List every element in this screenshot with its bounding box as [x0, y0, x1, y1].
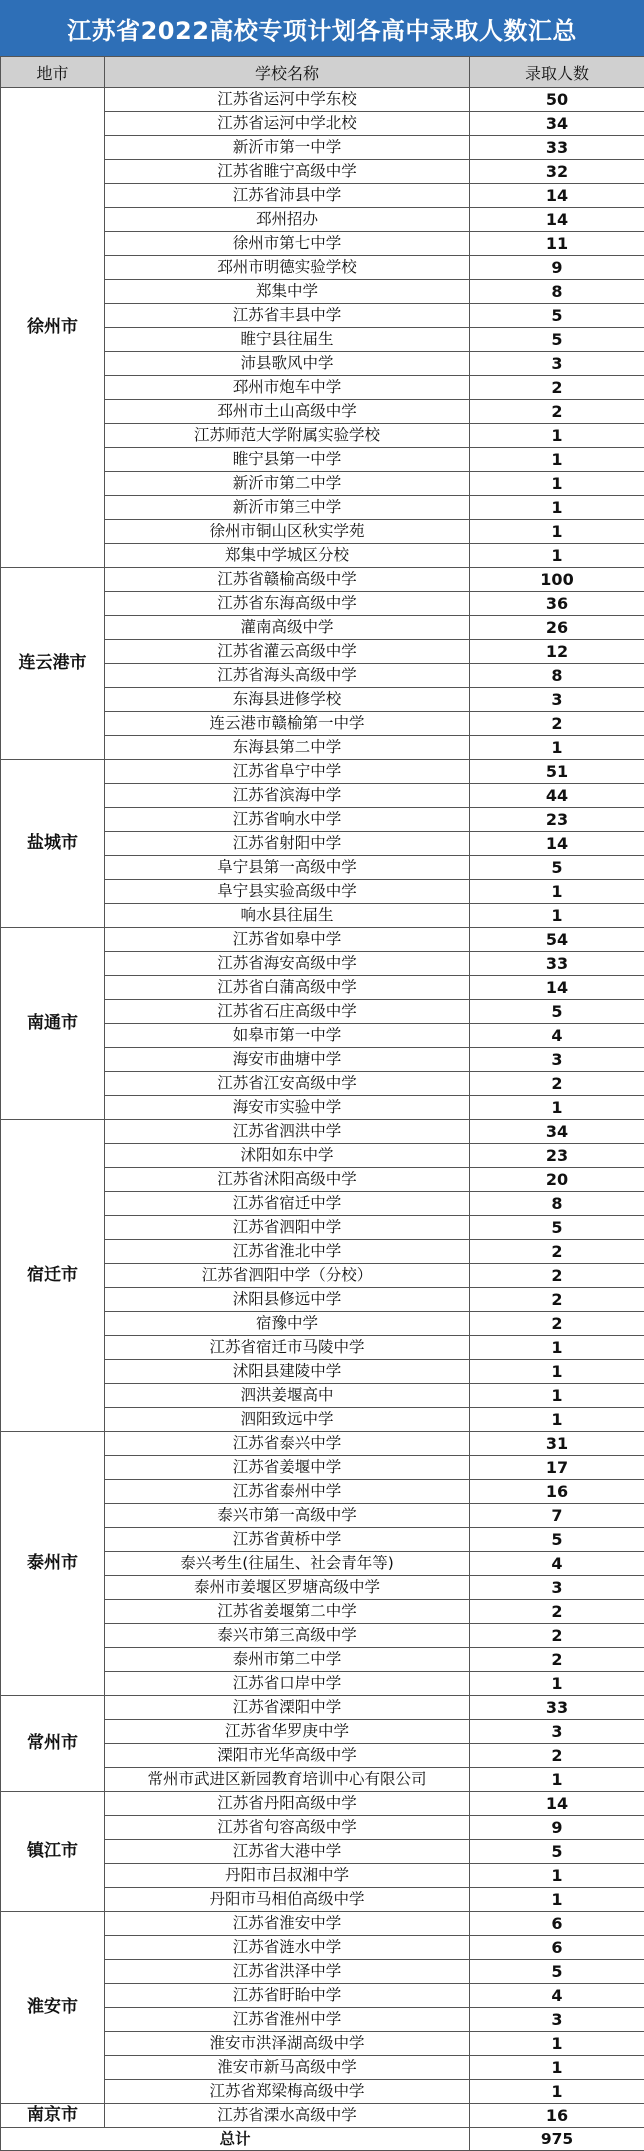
- school-cell: 丹阳市吕叔湘中学: [105, 1864, 470, 1888]
- count-cell: 3: [470, 1576, 644, 1600]
- school-cell: 江苏省阜宁中学: [105, 760, 470, 784]
- school-cell: 溧阳市光华高级中学: [105, 1744, 470, 1768]
- city-cell: 连云港市: [1, 568, 105, 760]
- school-cell: 沭阳县修远中学: [105, 1288, 470, 1312]
- count-cell: 33: [470, 952, 644, 976]
- school-cell: 新沂市第二中学: [105, 472, 470, 496]
- count-cell: 26: [470, 616, 644, 640]
- count-cell: 8: [470, 280, 644, 304]
- count-cell: 2: [470, 376, 644, 400]
- header-row: [1, 57, 644, 88]
- school-cell: 江苏省如皋中学: [105, 928, 470, 952]
- count-cell: 1: [470, 544, 644, 568]
- school-cell: 泰兴市第一高级中学: [105, 1504, 470, 1528]
- table-row: [1, 1792, 644, 1816]
- count-cell: 3: [470, 1048, 644, 1072]
- count-cell: 1: [470, 472, 644, 496]
- table-row: [1, 760, 644, 784]
- school-cell: 响水县往届生: [105, 904, 470, 928]
- header-school: 学校名称: [105, 57, 470, 88]
- count-cell: 50: [470, 88, 644, 112]
- count-cell: 4: [470, 1552, 644, 1576]
- school-cell: 徐州市第七中学: [105, 232, 470, 256]
- school-cell: 江苏省华罗庚中学: [105, 1720, 470, 1744]
- school-cell: 江苏省睢宁高级中学: [105, 160, 470, 184]
- school-cell: 江苏省口岸中学: [105, 1672, 470, 1696]
- school-cell: 江苏省淮安中学: [105, 1912, 470, 1936]
- school-cell: 江苏省运河中学北校: [105, 112, 470, 136]
- count-cell: 3: [470, 352, 644, 376]
- count-cell: 5: [470, 1000, 644, 1024]
- city-cell: 镇江市: [1, 1792, 105, 1912]
- school-cell: 睢宁县第一中学: [105, 448, 470, 472]
- count-cell: 4: [470, 1024, 644, 1048]
- count-cell: 33: [470, 1696, 644, 1720]
- school-cell: 沛县歌风中学: [105, 352, 470, 376]
- city-cell: 常州市: [1, 1696, 105, 1792]
- count-cell: 16: [470, 1480, 644, 1504]
- city-cell: 盐城市: [1, 760, 105, 928]
- count-cell: 6: [470, 1912, 644, 1936]
- count-cell: 11: [470, 232, 644, 256]
- count-cell: 5: [470, 1960, 644, 1984]
- school-cell: 邳州市明德实验学校: [105, 256, 470, 280]
- school-cell: 邳州市土山高级中学: [105, 400, 470, 424]
- count-cell: 20: [470, 1168, 644, 1192]
- city-cell: 宿迁市: [1, 1120, 105, 1432]
- school-cell: 江苏省句容高级中学: [105, 1816, 470, 1840]
- school-cell: 泰兴考生(往届生、社会青年等): [105, 1552, 470, 1576]
- count-cell: 1: [470, 736, 644, 760]
- table-row: [1, 928, 644, 952]
- school-cell: 江苏省东海高级中学: [105, 592, 470, 616]
- count-cell: 2: [470, 400, 644, 424]
- count-cell: 8: [470, 664, 644, 688]
- school-cell: 淮安市新马高级中学: [105, 2056, 470, 2080]
- table-body: [1, 88, 644, 2151]
- school-cell: 新沂市第三中学: [105, 496, 470, 520]
- city-cell: 泰州市: [1, 1432, 105, 1696]
- school-cell: 江苏省运河中学东校: [105, 88, 470, 112]
- count-cell: 33: [470, 136, 644, 160]
- count-cell: 5: [470, 1840, 644, 1864]
- school-cell: 江苏省沭阳高级中学: [105, 1168, 470, 1192]
- count-cell: 1: [470, 1864, 644, 1888]
- school-cell: 如皋市第一中学: [105, 1024, 470, 1048]
- count-cell: 14: [470, 208, 644, 232]
- count-cell: 2: [470, 1624, 644, 1648]
- count-cell: 1: [470, 496, 644, 520]
- city-cell: 淮安市: [1, 1912, 105, 2104]
- school-cell: 江苏省泗阳中学: [105, 1216, 470, 1240]
- total-count: 975: [470, 2128, 644, 2151]
- table-row: [1, 1696, 644, 1720]
- school-cell: 连云港市赣榆第一中学: [105, 712, 470, 736]
- count-cell: 2: [470, 1744, 644, 1768]
- count-cell: 54: [470, 928, 644, 952]
- school-cell: 江苏省洪泽中学: [105, 1960, 470, 1984]
- school-cell: 江苏省海安高级中学: [105, 952, 470, 976]
- school-cell: 江苏省盱眙中学: [105, 1984, 470, 2008]
- school-cell: 东海县第二中学: [105, 736, 470, 760]
- city-cell: 南通市: [1, 928, 105, 1120]
- count-cell: 2: [470, 1264, 644, 1288]
- header-city: 地市: [1, 57, 105, 88]
- school-cell: 阜宁县第一高级中学: [105, 856, 470, 880]
- count-cell: 14: [470, 832, 644, 856]
- school-cell: 江苏省淮州中学: [105, 2008, 470, 2032]
- school-cell: 江苏省白蒲高级中学: [105, 976, 470, 1000]
- school-cell: 淮安市洪泽湖高级中学: [105, 2032, 470, 2056]
- count-cell: 1: [470, 2080, 644, 2104]
- school-cell: 江苏省姜堰中学: [105, 1456, 470, 1480]
- count-cell: 9: [470, 256, 644, 280]
- school-cell: 江苏省淮北中学: [105, 1240, 470, 1264]
- count-cell: 32: [470, 160, 644, 184]
- city-cell: 徐州市: [1, 88, 105, 568]
- count-cell: 1: [470, 1384, 644, 1408]
- school-cell: 江苏省大港中学: [105, 1840, 470, 1864]
- school-cell: 江苏省溧水高级中学: [105, 2104, 470, 2128]
- school-cell: 泗洪姜堰高中: [105, 1384, 470, 1408]
- school-cell: 江苏省宿迁中学: [105, 1192, 470, 1216]
- school-cell: 海安市实验中学: [105, 1096, 470, 1120]
- count-cell: 34: [470, 112, 644, 136]
- count-cell: 1: [470, 1336, 644, 1360]
- count-cell: 1: [470, 1360, 644, 1384]
- school-cell: 郑集中学城区分校: [105, 544, 470, 568]
- school-cell: 江苏省姜堰第二中学: [105, 1600, 470, 1624]
- count-cell: 44: [470, 784, 644, 808]
- count-cell: 3: [470, 2008, 644, 2032]
- school-cell: 睢宁县往届生: [105, 328, 470, 352]
- school-cell: 江苏省泰兴中学: [105, 1432, 470, 1456]
- school-cell: 江苏省沛县中学: [105, 184, 470, 208]
- school-cell: 沭阳县建陵中学: [105, 1360, 470, 1384]
- count-cell: 14: [470, 1792, 644, 1816]
- count-cell: 2: [470, 1648, 644, 1672]
- school-cell: 沭阳如东中学: [105, 1144, 470, 1168]
- school-cell: 江苏省涟水中学: [105, 1936, 470, 1960]
- count-cell: 3: [470, 1720, 644, 1744]
- school-cell: 宿豫中学: [105, 1312, 470, 1336]
- school-cell: 阜宁县实验高级中学: [105, 880, 470, 904]
- count-cell: 1: [470, 2032, 644, 2056]
- count-cell: 5: [470, 1216, 644, 1240]
- count-cell: 1: [470, 1888, 644, 1912]
- table-row: [1, 1120, 644, 1144]
- school-cell: 江苏师范大学附属实验学校: [105, 424, 470, 448]
- count-cell: 1: [470, 1768, 644, 1792]
- count-cell: 23: [470, 808, 644, 832]
- table-row: [1, 2104, 644, 2128]
- count-cell: 8: [470, 1192, 644, 1216]
- total-label: 总计: [1, 2128, 470, 2151]
- school-cell: 江苏省赣榆高级中学: [105, 568, 470, 592]
- count-cell: 34: [470, 1120, 644, 1144]
- count-cell: 17: [470, 1456, 644, 1480]
- total-row: [1, 2128, 644, 2151]
- count-cell: 3: [470, 688, 644, 712]
- school-cell: 江苏省滨海中学: [105, 784, 470, 808]
- count-cell: 51: [470, 760, 644, 784]
- count-cell: 1: [470, 880, 644, 904]
- school-cell: 江苏省响水中学: [105, 808, 470, 832]
- school-cell: 丹阳市马相伯高级中学: [105, 1888, 470, 1912]
- school-cell: 泰州市第二中学: [105, 1648, 470, 1672]
- count-cell: 16: [470, 2104, 644, 2128]
- page-title: 江苏省2022高校专项计划各高中录取人数汇总: [0, 0, 644, 56]
- school-cell: 江苏省射阳中学: [105, 832, 470, 856]
- count-cell: 14: [470, 184, 644, 208]
- school-cell: 海安市曲塘中学: [105, 1048, 470, 1072]
- school-cell: 江苏省宿迁市马陵中学: [105, 1336, 470, 1360]
- school-cell: 泗阳致远中学: [105, 1408, 470, 1432]
- table-row: [1, 1912, 644, 1936]
- count-cell: 1: [470, 2056, 644, 2080]
- school-cell: 邳州市炮车中学: [105, 376, 470, 400]
- school-cell: 常州市武进区新园教育培训中心有限公司: [105, 1768, 470, 1792]
- school-cell: 郑集中学: [105, 280, 470, 304]
- school-cell: 徐州市铜山区秋实学苑: [105, 520, 470, 544]
- count-cell: 2: [470, 1312, 644, 1336]
- count-cell: 2: [470, 1072, 644, 1096]
- count-cell: 6: [470, 1936, 644, 1960]
- admissions-table: [0, 56, 644, 2151]
- count-cell: 1: [470, 1408, 644, 1432]
- count-cell: 12: [470, 640, 644, 664]
- school-cell: 泰兴市第三高级中学: [105, 1624, 470, 1648]
- school-cell: 江苏省黄桥中学: [105, 1528, 470, 1552]
- count-cell: 2: [470, 712, 644, 736]
- count-cell: 1: [470, 424, 644, 448]
- count-cell: 4: [470, 1984, 644, 2008]
- school-cell: 江苏省海头高级中学: [105, 664, 470, 688]
- table-row: [1, 1432, 644, 1456]
- count-cell: 9: [470, 1816, 644, 1840]
- count-cell: 5: [470, 856, 644, 880]
- count-cell: 23: [470, 1144, 644, 1168]
- school-cell: 江苏省泗洪中学: [105, 1120, 470, 1144]
- school-cell: 江苏省泰州中学: [105, 1480, 470, 1504]
- count-cell: 14: [470, 976, 644, 1000]
- count-cell: 1: [470, 520, 644, 544]
- school-cell: 江苏省丹阳高级中学: [105, 1792, 470, 1816]
- count-cell: 5: [470, 1528, 644, 1552]
- school-cell: 江苏省灌云高级中学: [105, 640, 470, 664]
- count-cell: 5: [470, 304, 644, 328]
- school-cell: 江苏省丰县中学: [105, 304, 470, 328]
- school-cell: 江苏省溧阳中学: [105, 1696, 470, 1720]
- school-cell: 新沂市第一中学: [105, 136, 470, 160]
- count-cell: 2: [470, 1240, 644, 1264]
- count-cell: 2: [470, 1600, 644, 1624]
- count-cell: 1: [470, 904, 644, 928]
- count-cell: 1: [470, 1672, 644, 1696]
- city-cell: 南京市: [1, 2104, 105, 2128]
- count-cell: 31: [470, 1432, 644, 1456]
- count-cell: 100: [470, 568, 644, 592]
- count-cell: 1: [470, 1096, 644, 1120]
- school-cell: 泰州市姜堰区罗塘高级中学: [105, 1576, 470, 1600]
- school-cell: 江苏省泗阳中学（分校）: [105, 1264, 470, 1288]
- table-row: [1, 568, 644, 592]
- count-cell: 7: [470, 1504, 644, 1528]
- count-cell: 1: [470, 448, 644, 472]
- count-cell: 5: [470, 328, 644, 352]
- school-cell: 灌南高级中学: [105, 616, 470, 640]
- table-row: [1, 88, 644, 112]
- school-cell: 东海县进修学校: [105, 688, 470, 712]
- count-cell: 2: [470, 1288, 644, 1312]
- count-cell: 36: [470, 592, 644, 616]
- header-count: 录取人数: [470, 57, 644, 88]
- school-cell: 江苏省郑梁梅高级中学: [105, 2080, 470, 2104]
- school-cell: 江苏省江安高级中学: [105, 1072, 470, 1096]
- school-cell: 江苏省石庄高级中学: [105, 1000, 470, 1024]
- school-cell: 邳州招办: [105, 208, 470, 232]
